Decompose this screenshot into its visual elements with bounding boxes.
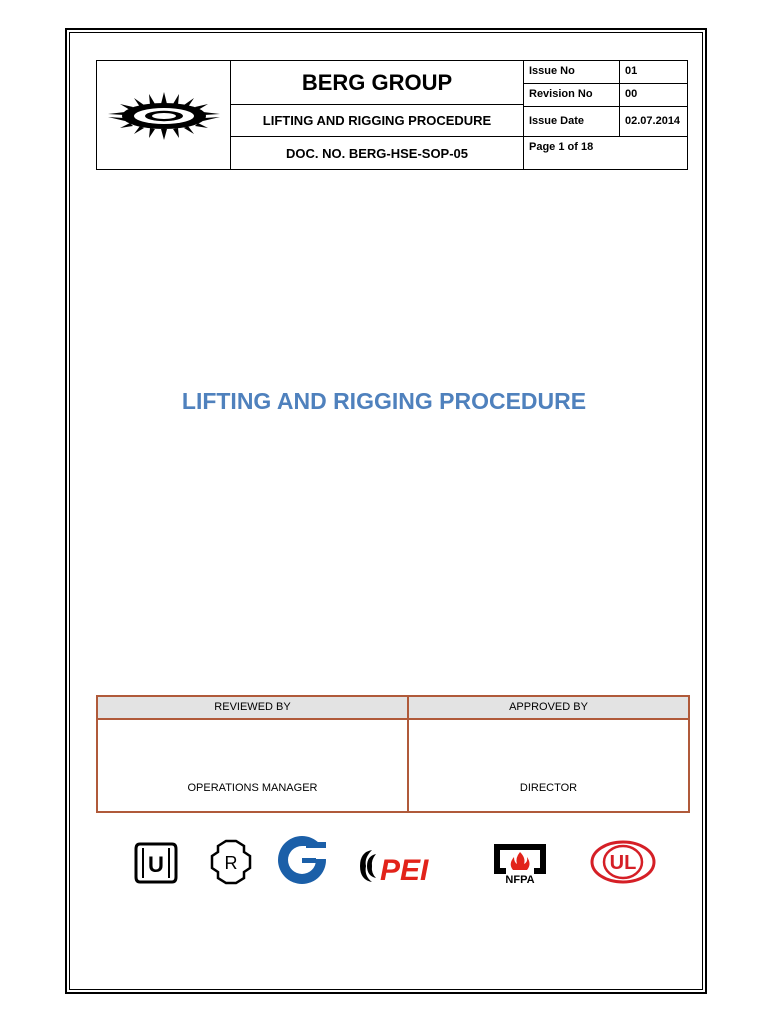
issue-date-label: Issue Date (529, 115, 585, 127)
svg-text:U: U (148, 852, 164, 877)
svg-text:PEI: PEI (380, 854, 429, 886)
revision-no-label: Revision No (529, 88, 593, 100)
berg-sunburst-icon (104, 90, 224, 140)
page-count-row (524, 137, 687, 169)
svg-text:R: R (224, 853, 238, 873)
ul-logo-icon (590, 840, 656, 884)
company-name: BERG GROUP (231, 61, 524, 105)
issue-date-value: 02.07.2014 (625, 115, 681, 127)
berg-logo (97, 61, 231, 169)
procedure-title-cell: LIFTING AND RIGGING PROCEDURE (231, 105, 524, 137)
issue-no-value: 01 (625, 65, 638, 77)
issue-no-label: Issue No (529, 65, 575, 77)
nbic-r-stamp-icon (206, 838, 256, 886)
asme-u-stamp-icon (134, 840, 178, 886)
pei-logo-icon (354, 846, 448, 886)
document-number: DOC. NO. BERG-HSE-SOP-05 (231, 137, 524, 169)
reviewer-role: OPERATIONS MANAGER (187, 782, 318, 794)
document-header-table (96, 60, 688, 170)
approval-table (96, 695, 690, 813)
issue-date-row (524, 107, 687, 137)
approved-by-column (409, 697, 688, 811)
reviewed-by-column (98, 697, 409, 811)
revision-no-row (524, 84, 687, 107)
certification-logos (0, 834, 768, 894)
svg-text:UL: UL (609, 852, 637, 874)
main-title: LIFTING AND RIGGING PROCEDURE (181, 388, 587, 414)
svg-text:NFPA: NFPA (505, 874, 535, 886)
approved-by-header: APPROVED BY (409, 697, 688, 720)
approver-role: DIRECTOR (519, 782, 578, 794)
nfpa-logo-icon (490, 840, 552, 886)
issue-no-row (524, 61, 687, 84)
page-count-label: Page 1 of 18 (529, 141, 594, 153)
g-globe-logo-icon (276, 834, 328, 886)
reviewed-by-header: REVIEWED BY (98, 697, 407, 720)
revision-no-value: 00 (625, 88, 638, 100)
